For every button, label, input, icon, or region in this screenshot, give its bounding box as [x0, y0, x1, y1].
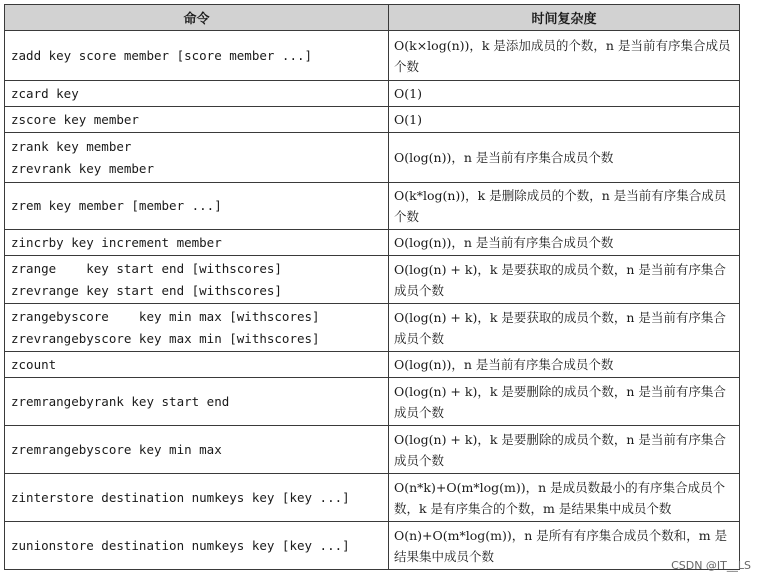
- watermark: CSDN @IT__LS: [671, 559, 751, 572]
- header-command: 命令: [5, 5, 389, 31]
- complexity-cell: O(k*log(n))，k 是删除成员的个数，n 是当前有序集合成员个数: [389, 183, 740, 230]
- complexity-cell: O(1): [389, 81, 740, 107]
- table-row: [5, 31, 740, 81]
- table-row: [5, 426, 740, 474]
- header-row: [5, 5, 740, 31]
- header-complexity: 时间复杂度: [389, 5, 740, 31]
- command-cell: [5, 426, 389, 474]
- table-row: [5, 378, 740, 426]
- complexity-cell: O(log(n) + k)，k 是要获取的成员个数，n 是当前有序集合成员个数: [389, 256, 740, 304]
- table-row: [5, 522, 740, 570]
- command-text: zrange key start end [withscores]: [11, 260, 282, 276]
- command-cell: [5, 31, 389, 81]
- command-text: zincrby key increment member: [11, 234, 222, 250]
- complexity-cell: O(log(n) + k)，k 是要获取的成员个数，n 是当前有序集合成员个数: [389, 304, 740, 352]
- command-text: zscore key member: [11, 111, 139, 127]
- command-text: zremrangebyscore key min max: [11, 441, 222, 457]
- table-row: [5, 183, 740, 230]
- command-cell: [5, 352, 389, 378]
- complexity-cell: O(log(n))，n 是当前有序集合成员个数: [389, 230, 740, 256]
- table-row: [5, 133, 740, 183]
- command-cell: [5, 183, 389, 230]
- command-text: zrem key member [member ...]: [11, 198, 222, 213]
- complexity-cell: O(1): [389, 107, 740, 133]
- command-text: zrank key member: [11, 138, 132, 154]
- command-cell: [5, 107, 389, 133]
- command-cell: [5, 522, 389, 570]
- table-row: [5, 107, 740, 133]
- table-row: [5, 352, 740, 378]
- command-cell: [5, 230, 389, 256]
- complexity-table: [4, 4, 740, 570]
- table-row: [5, 230, 740, 256]
- table-row: [5, 256, 740, 304]
- command-cell: [5, 474, 389, 522]
- complexity-cell: O(log(n))，n 是当前有序集合成员个数: [389, 352, 740, 378]
- command-cell: [5, 81, 389, 107]
- command-text: zrevrank key member: [11, 160, 154, 176]
- complexity-cell: O(log(n) + k)，k 是要删除的成员个数，n 是当前有序集合成员个数: [389, 426, 740, 474]
- complexity-cell: O(n*k)+O(m*log(m))，n 是成员数最小的有序集合成员个数，k 是有序集合的个数，m 是结果集中成员个数: [389, 474, 740, 522]
- complexity-cell: O(log(n))，n 是当前有序集合成员个数: [389, 133, 740, 183]
- command-text: zcard key: [11, 85, 79, 101]
- complexity-cell: O(log(n) + k)，k 是要删除的成员个数，n 是当前有序集合成员个数: [389, 378, 740, 426]
- command-cell: [5, 256, 389, 304]
- table-row: [5, 81, 740, 107]
- command-text: zrangebyscore key min max [withscores]: [11, 308, 320, 324]
- command-text: zunionstore destination numkeys key [key ...]: [11, 537, 350, 553]
- command-text: zremrangebyrank key start end: [11, 393, 230, 409]
- complexity-cell: O(n)+O(m*log(m))，n 是所有有序集合成员个数和，m 是结果集中成员个数: [389, 522, 740, 570]
- table-row: [5, 474, 740, 522]
- command-cell: [5, 133, 389, 183]
- table-row: [5, 304, 740, 352]
- command-text: zinterstore destination numkeys key [key ...]: [11, 489, 350, 505]
- command-cell: [5, 378, 389, 426]
- complexity-cell: O(k×log(n))，k 是添加成员的个数，n 是当前有序集合成员个数: [389, 31, 740, 81]
- command-text: zadd key score member [score member ...]: [11, 47, 313, 63]
- command-text: zrevrange key start end [withscores]: [11, 282, 282, 298]
- command-cell: [5, 304, 389, 352]
- command-text: zrevrangebyscore key max min [withscores]: [11, 330, 320, 346]
- command-text: zcount: [11, 356, 57, 372]
